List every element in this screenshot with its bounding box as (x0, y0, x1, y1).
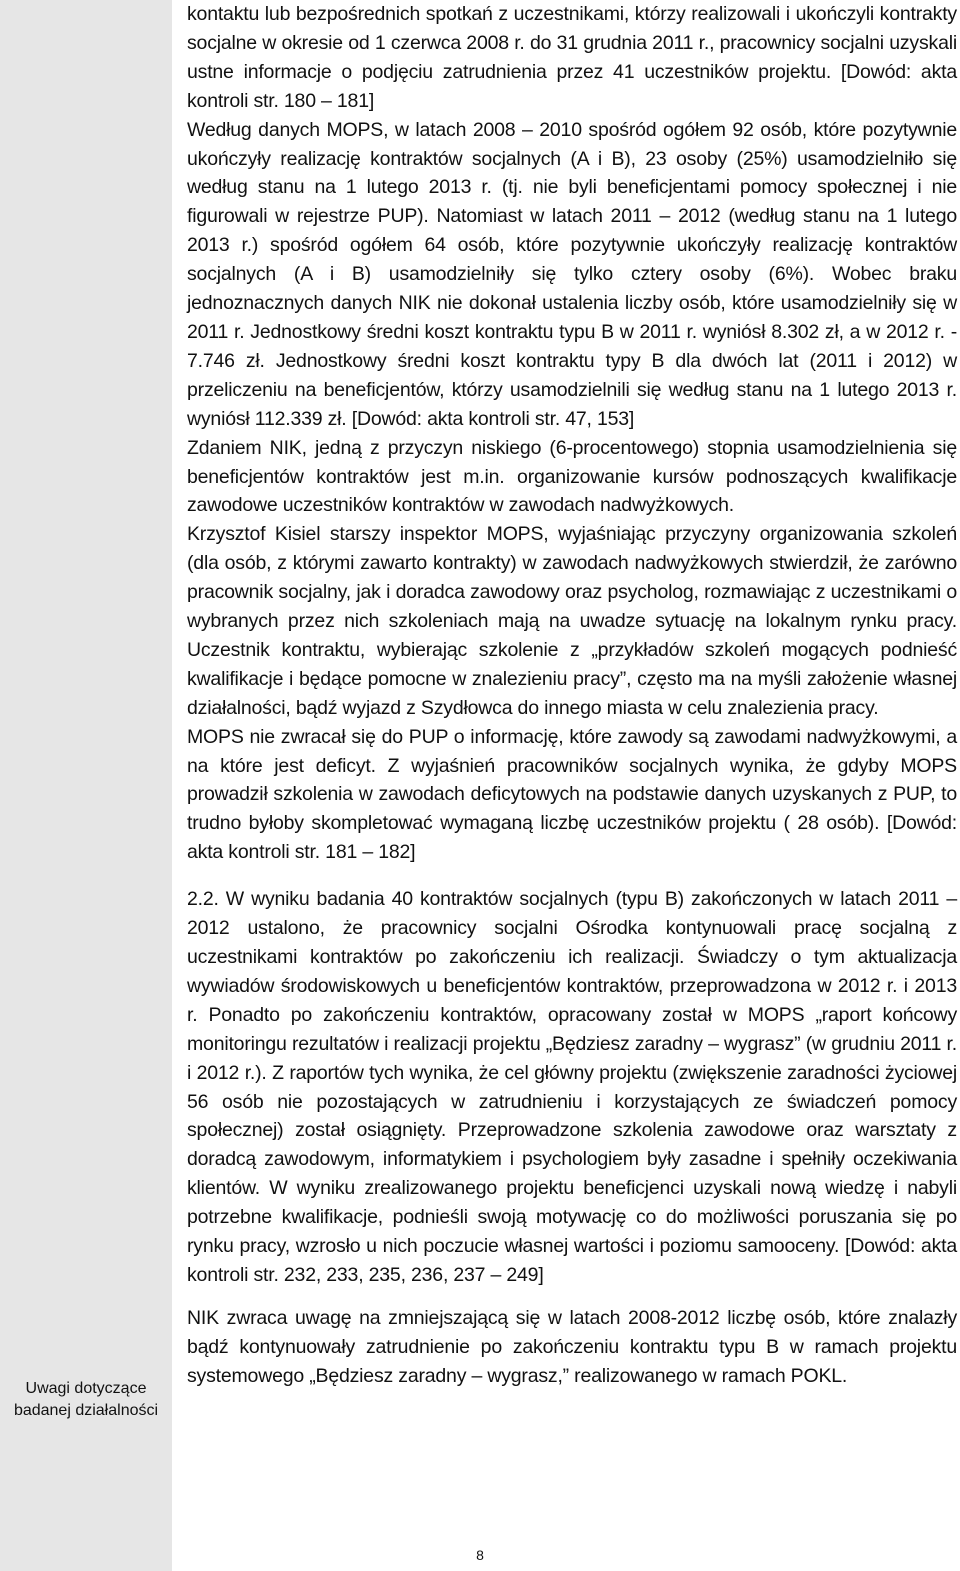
paragraph-5: MOPS nie zwracał się do PUP o informację, które zawody są zawodami nadwyżkowymi, a na które jest deficyt. Z wyjaśnień pracowników socjalnych wynika, że gdyby MOPS prowadził szkolenia w zawodach deficytowych na podstawie danych uzyskanych z PUP, to trudno byłoby skompletować wymaganą liczbę uczestników projektu ( 28 osób). [Dowód: akta kontroli str. 181 – 182] (187, 725, 957, 864)
paragraph-6: 2.2. W wyniku badania 40 kontraktów socjalnych (typu B) zakończonych w latach 2011 – 2012 ustalono, że pracownicy socjalni Ośrodka kontynuowali pracę socjalną z uczestnikami kontraktów po zakończeniu ich realizacji. Świadczy o tym aktualizacja wywiadów środowiskowych u beneficjentów kontraktów, przeprowadzona w 2012 r. i 2013 r. Ponadto po zakończeniu kontraktów, opracowany został w MOPS „raport końcowy monitoringu rezultatów i realizacji projektu „Będziesz zaradny – wygrasz” (w grudniu 2011 r. i 2012 r.). Z raportów tych wynika, że cel główny projektu (zwiększenie zaradności życiowej 56 osób nie pozostających w zatrudnieniu i korzystających ze świadczeń pomocy społecznej) został osiągnięty. Przeprowadzone szkolenia zawodowe oraz warsztaty z doradcą zawodowym, informatykiem i psychologiem były zasadne i spełniły oczekiwania klientów. W wyniku zrealizowanego projektu beneficjenci uzyskali nową wiedzę i nabyli potrzebne kwalifikacje, podnieśli swoją motywację co do możliwości poruszania się po rynku pracy, wzrosło u nich poczucie własnej wartości i poziomu samooceny. [Dowód: akta kontroli str. 232, 233, 235, 236, 237 – 249] (187, 888, 957, 1286)
paragraph-1: kontaktu lub bezpośrednich spotkań z uczestnikami, którzy realizowali i ukończyli kontrakty socjalne w okresie od 1 czerwca 2008 r. do 31 grudnia 2011 r., pracownicy socjalni uzyskali ustne informacje o podjęciu zatrudnienia przez 41 uczestników projektu. [Dowód: akta kontroli str. 180 – 181] (187, 3, 957, 112)
main-content (187, 0, 957, 1391)
paragraph-2: Według danych MOPS, w latach 2008 – 2010 spośród ogółem 92 osób, które pozytywnie ukończyły realizację kontraktów socjalnych (A i B), 23 osoby (25%) usamodzielniło się według stanu na 1 lutego 2013 r. (tj. nie byli beneficjentami pomocy społecznej i nie figurowali w rejestrze PUP). Natomiast w latach 2011 – 2012 (według stanu na 1 lutego 2013 r.) spośród ogółem 64 osób, które pozytywnie ukończyły realizację kontraktów socjalnych (A i B) usamodzielniły się tylko cztery osoby (6%). Wobec braku jednoznacznych danych NIK nie dokonał ustalenia liczby osób, które usamodzielniły się w 2011 r. Jednostkowy średni koszt kontraktu typu B w 2011 r. wyniósł 8.302 zł, a w 2012 r. - 7.746 zł. Jednostkowy średni koszt kontraktu typy B dla dwóch lat (2011 i 2012) w przeliczeniu na beneficjentów, którzy usamodzielnili się według stanu na 1 lutego 2013 r. wyniósł 112.339 zł. [Dowód: akta kontroli str. 47, 153] (187, 118, 957, 430)
paragraph-3: Zdaniem NIK, jedną z przyczyn niskiego (6-procentowego) stopnia usamodzielnienia się beneficjentów kontraktów jest m.in. organizowanie kursów podnoszących kwalifikacje zawodowe uczestników kontraktów w zawodach nadwyżkowych. (187, 436, 957, 517)
sidebar-note: Uwagi dotyczące badanej działalności (13, 1380, 159, 1419)
sidebar-margin (0, 0, 172, 1571)
paragraph-7: NIK zwraca uwagę na zmniejszającą się w latach 2008-2012 liczbę osób, które znalazły bądź kontynuowały zatrudnienie po zakończeniu kontraktu typu B w ramach projektu systemowego „Będziesz zaradny – wygrasz,” realizowanego w ramach POKL. (187, 1306, 957, 1387)
page-number: 8 (476, 1547, 484, 1563)
paragraph-4: Krzysztof Kisiel starszy inspektor MOPS, wyjaśniając przyczyny organizowania szkoleń (dla osób, z którymi zawarto kontrakty) w zawodach nadwyżkowych stwierdził, że zarówno pracownik socjalny, jak i doradca zawodowy oraz psycholog, rozmawiając z uczestnikami o wybranych przez nich szkoleniach mają na uwadze sytuację na lokalnym rynku pracy. Uczestnik kontraktu, wybierając szkolenie z „przykładów szkoleń mogących podnieść kwalifikacje i będące pomocne w znalezieniu pracy”, często ma na myśli założenie własnej działalności, bądź wyjazd z Szydłowca do innego miasta w celu znalezienia pracy. (187, 523, 957, 719)
